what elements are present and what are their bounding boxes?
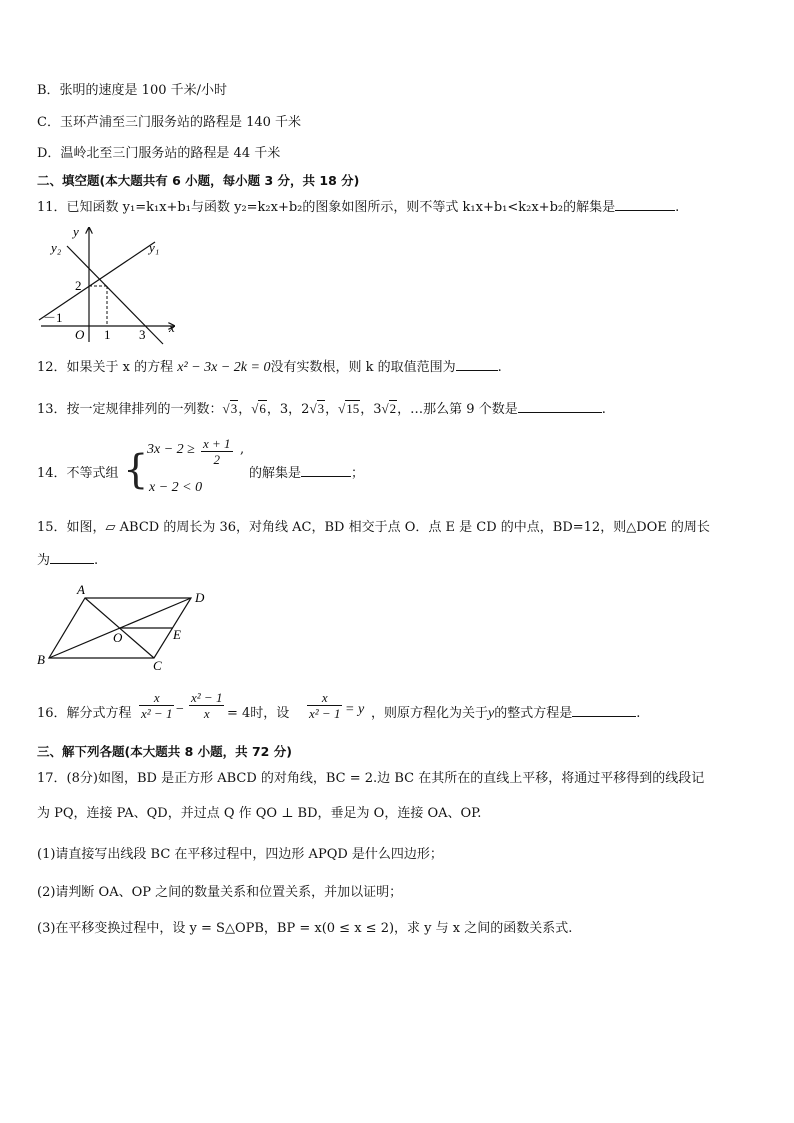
label-c: C	[153, 658, 162, 672]
label-e: E	[173, 627, 181, 642]
label-b: B	[37, 652, 45, 667]
q17-line1: 17．(8分)如图，BD 是正方形 ABCD 的对角线，BC = 2.边 BC 在其所在的直线上平移，将通过平移得到的线段记	[37, 771, 705, 786]
q17-sub2: (2)请判断 OA、OP 之间的数量关系和位置关系，并加以证明；	[37, 885, 403, 900]
q15-parallelogram	[33, 580, 223, 672]
tick-y-2: 2	[75, 278, 82, 293]
q13-answer-blank[interactable]	[518, 400, 602, 413]
q17-sub3: (3)在平移变换过程中，设 y = S△OPB，BP = x(0 ≤ x ≤ 2)，求 y 与 x 之间的函数关系式.	[37, 921, 573, 936]
x-axis-label: x	[169, 320, 175, 335]
q12-text: 12．如果关于 x 的方程 x² − 3x − 2k = 0没有实数根，则 k 的取值范围为 .	[37, 360, 502, 375]
origin-label: O	[75, 327, 85, 342]
q14-answer-blank[interactable]	[301, 464, 351, 477]
tick-neg-1: －1	[43, 310, 63, 325]
section3-heading: 三、解下列各题(本大题共 8 小题，共 72 分)	[37, 744, 292, 759]
q15-line2: 为 .	[37, 553, 99, 568]
q15-answer-blank[interactable]	[50, 551, 94, 564]
y-axis-label: y	[73, 224, 79, 239]
q11-answer-blank[interactable]	[615, 198, 675, 211]
line2-label: y₂	[51, 240, 62, 255]
q17-line2: 为 PQ，连接 PA、QD，并过点 Q 作 QO ⊥ BD，垂足为 O，连接 OA、OP.	[37, 806, 482, 821]
section2-heading: 二、填空题(本大题共有 6 小题，每小题 3 分，共 18 分)	[37, 173, 360, 188]
option-c: C．玉环芦浦至三门服务站的路程是 140 千米	[37, 115, 302, 130]
label-o: O	[113, 630, 123, 645]
option-d: D．温岭北至三门服务站的路程是 44 千米	[37, 146, 281, 161]
q13-text: 13．按一定规律排列的一列数：√3，√6，3，2√3，√15，3√2，…那么第 9 个数是 .	[37, 401, 606, 417]
brace-icon: {	[123, 447, 149, 493]
q11-text: 11．已知函数 y₁=k₁x+b₁与函数 y₂=k₂x+b₂的图象如图所示，则不等式 k₁x+b₁<k₂x+b₂的解集是 .	[37, 200, 680, 215]
q17-sub1: (1)请直接写出线段 BC 在平移过程中，四边形 APQD 是什么四边形；	[37, 847, 443, 862]
q15-line1: 15．如图，▱ ABCD 的周长为 36，对角线 AC，BD 相交于点 O．点 E 是 CD 的中点，BD=12，则△DOE 的周长	[37, 520, 710, 535]
q16-answer-blank[interactable]	[572, 704, 636, 717]
q11-graph	[37, 224, 187, 346]
option-b: B．张明的速度是 100 千米/小时	[37, 83, 228, 98]
tick-x-1: 1	[104, 327, 111, 342]
label-d: D	[195, 590, 205, 605]
line1-label: y₁	[149, 240, 160, 255]
q12-answer-blank[interactable]	[456, 358, 498, 371]
label-a: A	[77, 582, 85, 597]
tick-x-3: 3	[139, 327, 146, 342]
